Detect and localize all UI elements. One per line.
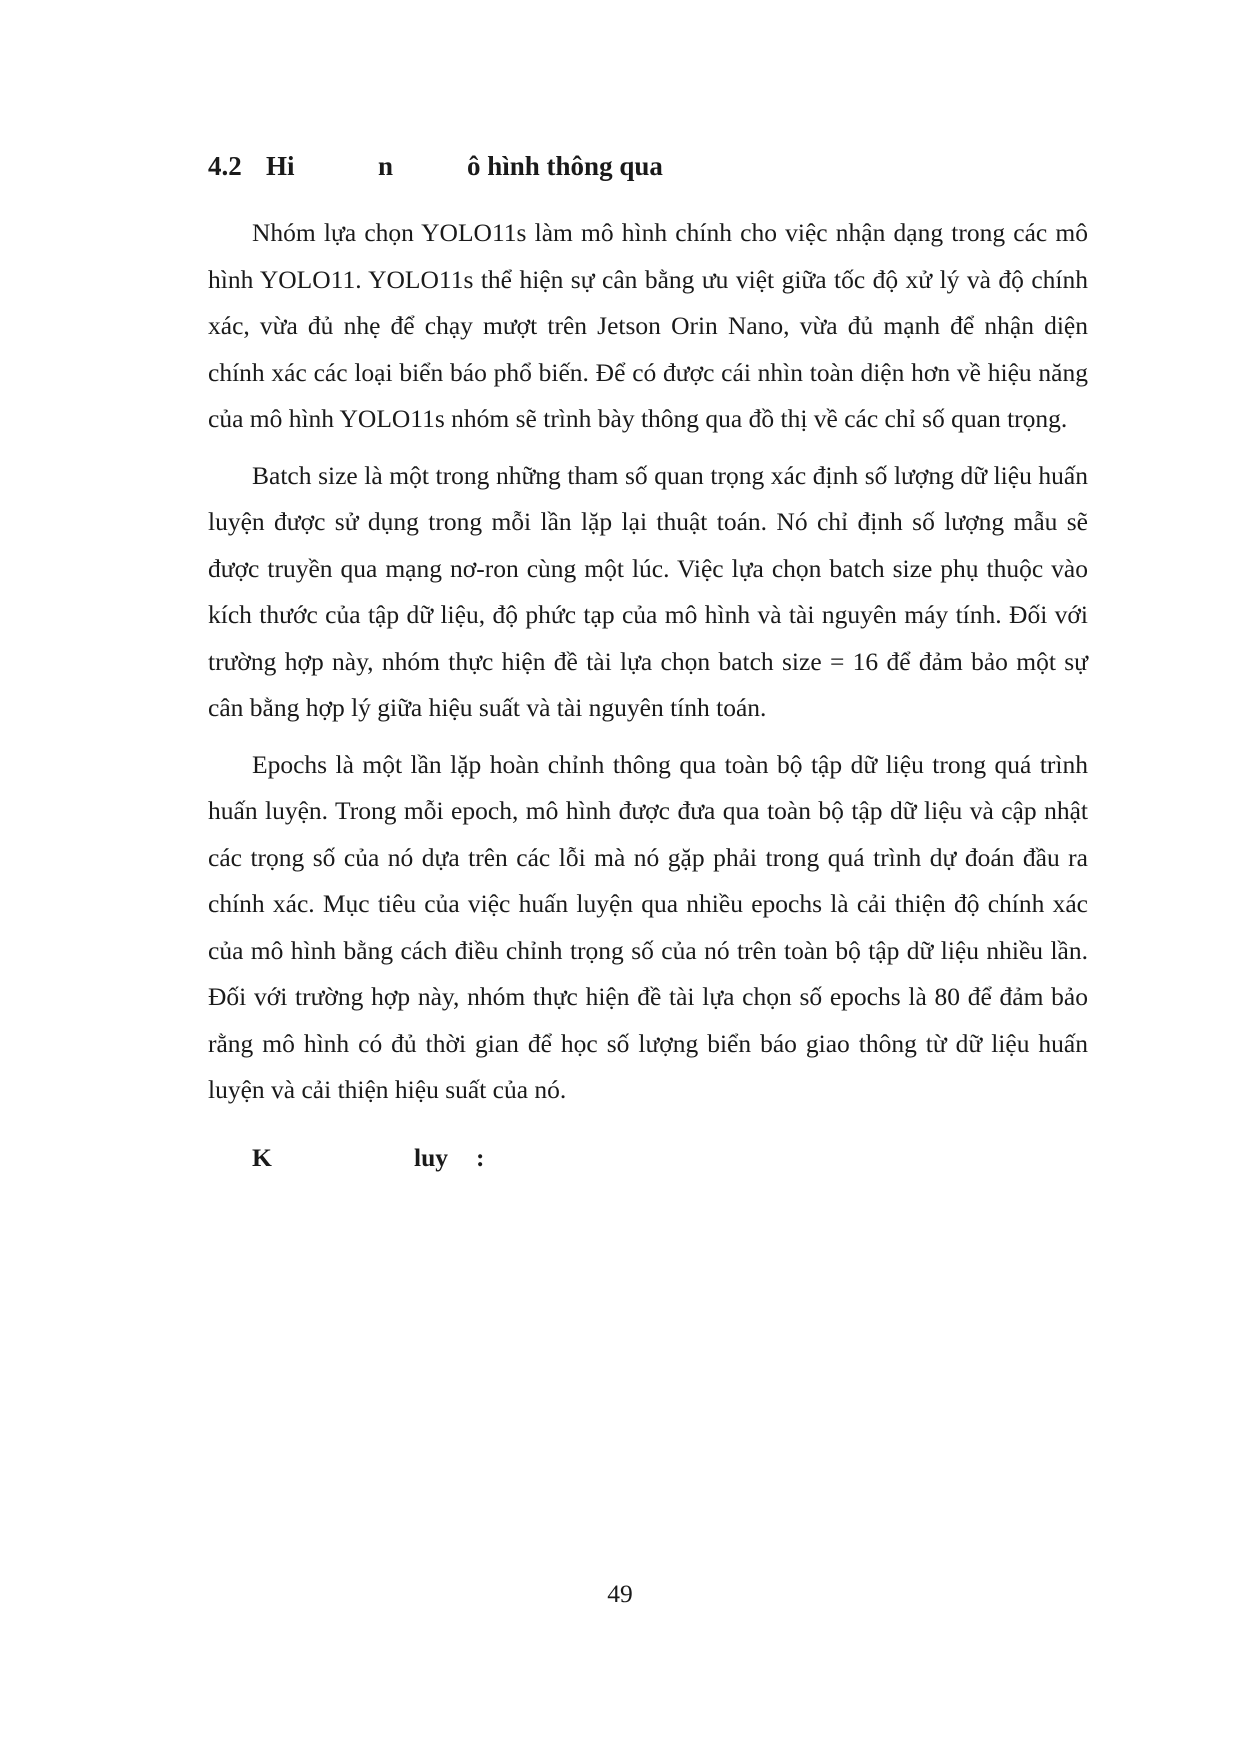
section-heading-fragment-1: Hi [266, 151, 295, 181]
results-subheading-fragment-1: K [252, 1143, 272, 1172]
section-heading-fragment-2: n [378, 151, 394, 181]
results-subheading [252, 1138, 485, 1178]
section-number: 4.2 [208, 151, 242, 181]
section-heading-fragment-3: ô hình thông qua [467, 151, 663, 181]
results-subheading-colon: : [476, 1143, 485, 1172]
paragraph-batch-size: Batch size là một trong những tham số quan trọng xác định số lượng dữ liệu huấn luyện được sử dụng trong mỗi lần lặp lại thuật toán. Nó chỉ định số lượng mẫu sẽ được truyền qua mạng nơ-ron cùng một lúc. Việc lựa chọn batch size phụ thuộc vào kích thước của tập dữ liệu, độ phức tạp của mô hình và tài nguyên máy tính. Đối với trường hợp này, nhóm thực hiện đề tài lựa chọn batch size = 16 để đảm bảo một sự cân bằng hợp lý giữa hiệu suất và tài nguyên tính toán. [208, 460, 1088, 722]
page-number: 49 [607, 1579, 633, 1608]
paragraph-epochs: Epochs là một lần lặp hoàn chỉnh thông qua toàn bộ tập dữ liệu trong quá trình huấn luyện. Trong mỗi epoch, mô hình được đưa qua toàn bộ tập dữ liệu và cập nhật các trọng số của nó dựa trên các lỗi mà nó gặp phải trong quá trình dự đoán đầu ra chính xác. Mục tiêu của việc huấn luyện qua nhiều epochs là cải thiện độ chính xác của mô hình bằng cách điều chỉnh trọng số của nó trên toàn bộ tập dữ liệu nhiều lần. Đối với trường hợp này, nhóm thực hiện đề tài lựa chọn số epochs là 80 để đảm bảo rằng mô hình có đủ thời gian để học số lượng biển báo giao thông từ dữ liệu huấn luyện và cải thiện hiệu suất của nó. [208, 749, 1088, 1104]
paragraph-yolo11s-selection: Nhóm lựa chọn YOLO11s làm mô hình chính cho việc nhận dạng trong các mô hình YOLO11. YOLO11s thể hiện sự cân bằng ưu việt giữa tốc độ xử lý và độ chính xác, vừa đủ nhẹ để chạy mượt trên Jetson Orin Nano, vừa đủ mạnh để nhận diện chính xác các loại biển báo phổ biến. Để có được cái nhìn toàn diện hơn về hiệu năng của mô hình YOLO11s nhóm sẽ trình bày thông qua đồ thị về các chỉ số quan trọng. [208, 218, 1088, 433]
results-subheading-fragment-2: luy [414, 1143, 449, 1172]
section-heading [208, 146, 663, 186]
body-text [208, 210, 1088, 1124]
